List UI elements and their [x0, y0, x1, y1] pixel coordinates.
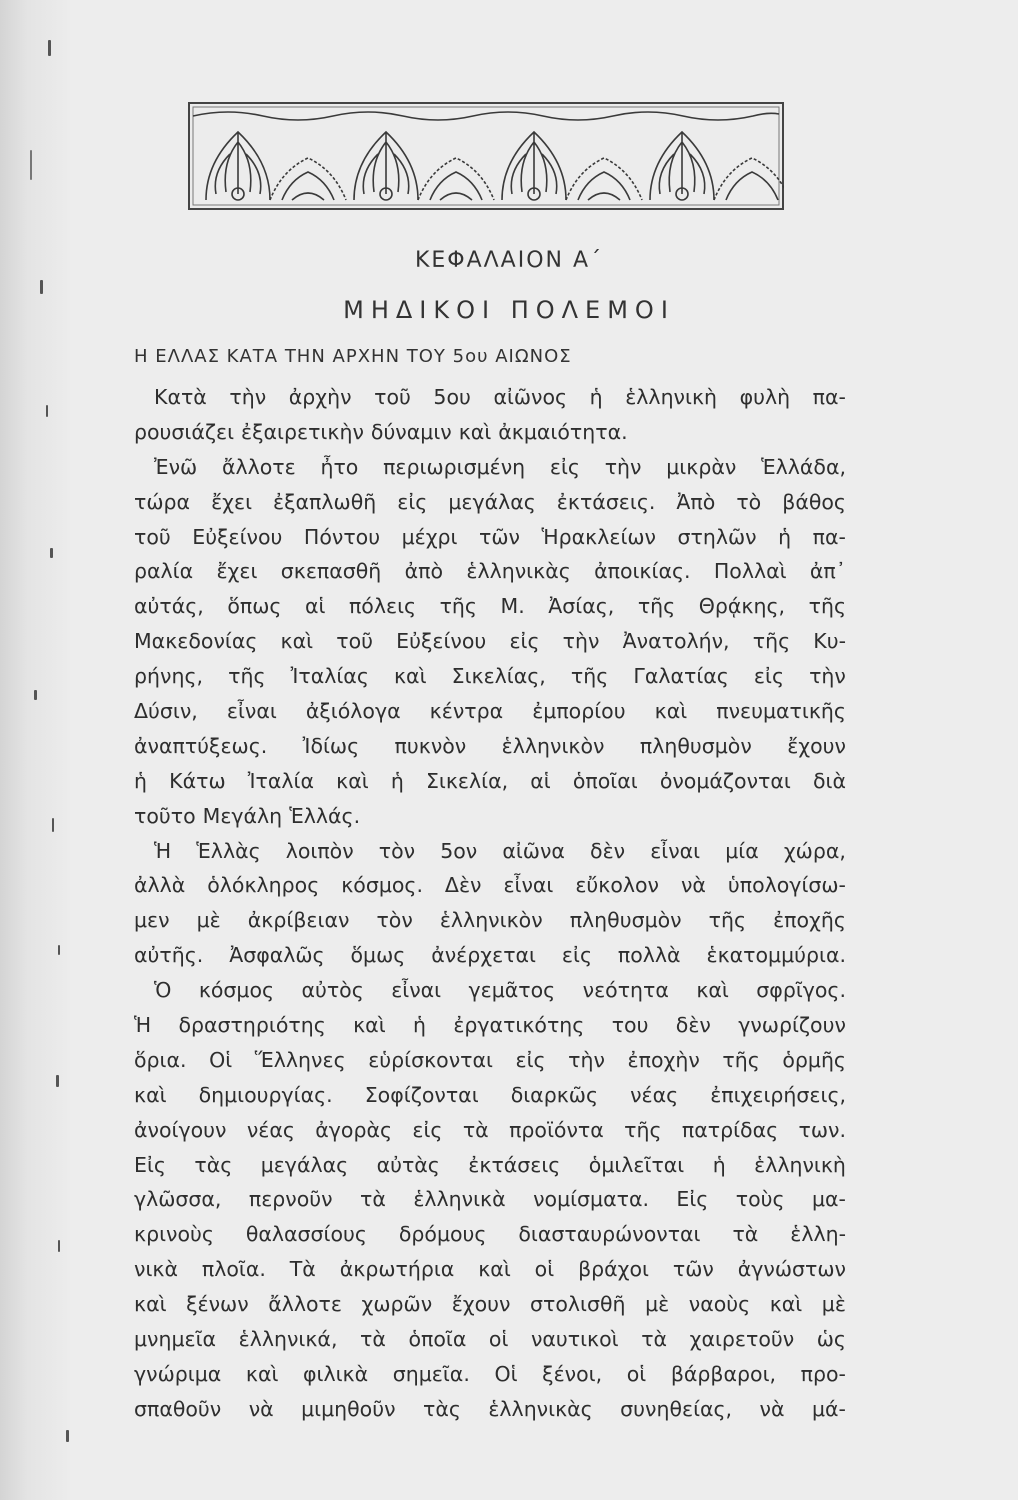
word: ἑλληνικὰς: [466, 559, 571, 584]
word: εἰς: [561, 943, 592, 968]
text-line: [134, 1043, 846, 1078]
body-text: [134, 380, 846, 1427]
margin-speck: [58, 945, 60, 955]
word: εἶναι: [391, 978, 442, 1003]
word: ξένων: [186, 1292, 249, 1317]
word: πνευματικῆς: [716, 699, 846, 724]
word: εὑρίσκονται: [368, 1047, 493, 1072]
word: Κάτω: [169, 768, 226, 793]
word: πλοῖα.: [201, 1257, 266, 1282]
word: τῆς: [624, 1117, 662, 1142]
word: ἑλληνικὰς: [488, 1396, 593, 1421]
word: Ἡ: [154, 838, 172, 863]
text-line: [134, 1113, 846, 1148]
word: εἰς: [397, 489, 428, 514]
word: Πόντου: [303, 524, 381, 549]
word: νέας: [246, 1117, 295, 1142]
word: πόλεις: [348, 594, 417, 619]
word: ἡ: [589, 385, 603, 409]
word: ἑκατομμύρια.: [706, 943, 846, 968]
word: τὸ: [736, 489, 762, 514]
text-line: [134, 973, 846, 1008]
word: τοῦ: [134, 524, 171, 549]
word: αἱ: [304, 594, 326, 619]
word: Μ.: [500, 594, 525, 619]
word: Θρᾴκης,: [698, 594, 786, 619]
word: ξένοι,: [542, 1361, 603, 1386]
word: δημιουργίας.: [198, 1082, 333, 1107]
text-line: [134, 1392, 846, 1427]
text-line: [134, 1252, 846, 1287]
word: ἡ: [134, 768, 147, 793]
text-line: [134, 938, 846, 973]
word: αἰῶνος: [493, 385, 568, 409]
word: χαιρετοῦν: [689, 1327, 795, 1352]
word: ἡ: [412, 1013, 426, 1038]
word: καὶ: [245, 1361, 279, 1386]
word: τῆς: [708, 908, 747, 933]
word: ὑπολογίσω-: [727, 873, 846, 898]
word: ἦτο: [320, 454, 359, 479]
word: ἀποικίας.: [594, 559, 691, 584]
word: ἐκτάσεις: [468, 1152, 561, 1177]
word: βράχοι: [578, 1257, 649, 1282]
word: Σικελίας,: [451, 664, 546, 689]
word: Σικελία,: [425, 768, 509, 793]
word: τὰ: [732, 1222, 759, 1247]
word: τὰ: [462, 1117, 489, 1142]
margin-speck: [46, 405, 48, 417]
word: καὶ: [654, 699, 688, 724]
word: ὁλόκληρος: [207, 873, 320, 898]
word: Πολλαὶ: [713, 559, 787, 584]
word: ραλία: [134, 559, 194, 584]
margin-speck: [48, 40, 51, 56]
word: μεγάλας: [260, 1152, 349, 1177]
word: περιωρισμένη: [383, 454, 526, 479]
word: σπαθοῦν: [134, 1396, 222, 1421]
word: ἀκρίβειαν: [247, 908, 350, 933]
word: τὰς: [423, 1396, 461, 1421]
word: εἰς: [549, 454, 580, 479]
word: ἀγορὰς: [315, 1117, 393, 1142]
margin-speck: [50, 548, 53, 558]
word: ναοὺς: [688, 1292, 751, 1317]
word: ἐξαιρετικὴν: [241, 419, 364, 444]
word: 5ου: [433, 385, 471, 409]
word: διαρκῶς: [510, 1082, 598, 1107]
word: οἱ: [534, 1257, 555, 1282]
word: γνώριμα: [134, 1361, 222, 1386]
word: τὰς: [194, 1152, 233, 1177]
word: καὶ: [769, 1292, 803, 1317]
word: νέας: [630, 1082, 679, 1107]
word: ἀρχὴν: [288, 385, 352, 409]
word: καὶ: [336, 768, 369, 793]
word: Ἡρακλείων: [541, 524, 657, 549]
word: τῶν: [479, 524, 520, 549]
word: του: [611, 1013, 649, 1038]
word: ὅμως: [350, 943, 406, 968]
word: καὶ: [458, 419, 492, 444]
word: βάρβαροι,: [670, 1361, 777, 1386]
word: νὰ: [680, 873, 706, 898]
word: Γαλατίας: [633, 664, 729, 689]
word: χωρῶν: [361, 1292, 433, 1317]
word: ἑλληνικὰ: [413, 1187, 506, 1212]
word: Ἰταλία: [247, 768, 314, 793]
word: ἔχουν: [451, 1292, 511, 1317]
text-line: [134, 589, 846, 624]
text-line: [134, 450, 846, 485]
word: εὔκολον: [575, 873, 660, 898]
word: πα-: [812, 385, 846, 409]
anthemion-ornament: [188, 102, 784, 210]
word: ἀκμαιότητα.: [498, 419, 628, 444]
word: τὸν: [378, 838, 416, 863]
word: ἑλληνικὴ: [625, 385, 718, 409]
word: δύναμιν: [370, 419, 452, 444]
text-line: [134, 868, 846, 903]
word: Ἰταλίας: [290, 664, 369, 689]
word: τοῦ: [336, 629, 373, 654]
word: τῆς: [439, 594, 477, 619]
word: τὰ: [360, 1327, 386, 1352]
word: ἔχουν: [787, 733, 846, 758]
word: Εὐξείνου: [396, 629, 487, 654]
text-line: [134, 554, 846, 589]
word: ὁποῖα: [408, 1327, 467, 1352]
word: νεότητα: [582, 978, 669, 1003]
word: ἔχει: [216, 559, 258, 584]
text-line: [134, 1182, 846, 1217]
word: Ἑλλάδα,: [761, 454, 846, 479]
word: Δὲν: [444, 873, 482, 898]
word: Οἱ: [494, 1361, 518, 1386]
word: περνοῦν: [248, 1187, 333, 1212]
word: ἐργατικότης: [453, 1013, 585, 1038]
word: συνηθείας,: [620, 1396, 733, 1421]
word: ἀνοίγουν: [134, 1117, 227, 1142]
word: ἐποχὴν: [627, 1047, 700, 1072]
word: τὴν: [229, 385, 267, 409]
word: σκεπασθῆ: [280, 559, 382, 584]
word: Κυ-: [813, 629, 846, 654]
word: τῆς: [752, 629, 791, 654]
word: δὲν: [590, 838, 626, 863]
word: καὶ: [134, 1292, 167, 1317]
word: πληθυσμὸν: [639, 733, 752, 758]
word: εἰς: [753, 664, 784, 689]
word: ρουσιάζει: [134, 419, 235, 444]
word: Τὰ: [289, 1257, 316, 1282]
word: προϊόντα: [509, 1117, 604, 1142]
word: ἡ: [390, 768, 404, 793]
word: Ἀσίας,: [548, 594, 615, 619]
word: νὰ: [248, 1396, 274, 1421]
word: ὅπως: [227, 594, 282, 619]
text-line: [134, 380, 846, 415]
text-line: [134, 1217, 846, 1252]
word: καὶ: [696, 978, 729, 1003]
word: τὴν: [809, 664, 846, 689]
word: πατρίδας: [681, 1117, 779, 1142]
margin-speck: [30, 150, 32, 180]
word: Εἰς: [134, 1152, 166, 1177]
word: ἀναπτύξεως.: [134, 733, 268, 758]
word: στολισθῆ: [530, 1292, 626, 1317]
word: τὰ: [360, 1187, 386, 1212]
word: Οἱ: [209, 1047, 233, 1072]
text-line: [134, 1148, 846, 1183]
word: Ἡ: [134, 1013, 152, 1038]
word: Μεγάλη: [202, 803, 283, 828]
section-heading: Η ΕΛΛΑΣ ΚΑΤΑ ΤΗΝ ΑΡΧΗΝ ΤΟΥ 5ου ΑΙΩΝΟΣ: [134, 346, 572, 367]
word: στηλῶν: [677, 524, 757, 549]
word: ἄλλοτε: [268, 1292, 342, 1317]
word: γνωρίζουν: [738, 1013, 846, 1038]
word: καὶ: [393, 664, 427, 689]
text-line: [134, 624, 846, 659]
word: τῆς: [228, 664, 266, 689]
word: Ἕλληνες: [254, 1047, 346, 1072]
word: διὰ: [812, 768, 846, 793]
binding-gutter: [0, 0, 70, 1500]
word: ὁμιλεῖται: [588, 1152, 685, 1177]
margin-speck: [40, 280, 43, 294]
word: φυλὴ: [739, 385, 791, 409]
word: μά-: [811, 1396, 846, 1421]
word: αὐτάς,: [134, 594, 204, 619]
word: ἡ: [712, 1152, 726, 1177]
word: θαλασσίους: [245, 1222, 367, 1247]
word: μικρὰν: [666, 454, 737, 479]
word: ἀπ᾽: [809, 559, 846, 584]
word: αὐτὸς: [301, 978, 364, 1003]
word: των.: [798, 1117, 846, 1142]
word: καὶ: [280, 629, 314, 654]
margin-speck: [34, 690, 37, 700]
word: εἶναι: [650, 838, 701, 863]
word: μὲ: [821, 1292, 846, 1317]
word: πυκνὸν: [394, 733, 467, 758]
word: φιλικὰ: [303, 1361, 369, 1386]
word: τοῦ: [374, 385, 411, 409]
word: ἀγνώστων: [737, 1257, 846, 1282]
text-line: [134, 834, 846, 869]
margin-speck: [66, 1430, 69, 1442]
word: Ἀπὸ: [676, 489, 716, 514]
word: κρινοὺς: [134, 1222, 214, 1247]
word: εἶναι: [226, 699, 277, 724]
word: μὲ: [645, 1292, 670, 1317]
word: ἄλλοτε: [221, 454, 296, 479]
word: Ἀσφαλῶς: [229, 943, 325, 968]
word: διασταυρώνονται: [518, 1222, 701, 1247]
word: ὀνομάζονται: [659, 768, 791, 793]
word: ἐκτάσεις.: [556, 489, 656, 514]
text-line: [134, 1322, 846, 1357]
word: καὶ: [134, 1082, 167, 1107]
word: Σοφίζονται: [364, 1082, 479, 1107]
word: ἡ: [778, 524, 792, 549]
word: μὲ: [196, 908, 221, 933]
word: γεμᾶτος: [468, 978, 556, 1003]
word: Ἑλλάς.: [289, 803, 361, 828]
word: εἶναι: [503, 873, 554, 898]
word: αὐτῆς.: [134, 943, 204, 968]
text-line: [134, 1078, 846, 1113]
chapter-title: ΜΗΔΙΚΟΙ ΠΟΛΕΜΟΙ: [343, 296, 675, 324]
word: Εἰς: [676, 1187, 709, 1212]
word: τὰ: [641, 1327, 668, 1352]
word: ἑλληνικὸν: [501, 733, 605, 758]
word: σφρῖγος.: [756, 978, 846, 1003]
word: μα-: [811, 1187, 846, 1212]
text-line: [134, 1287, 846, 1322]
word: ἀξιόλογα: [305, 699, 401, 724]
word: ὁποῖαι: [572, 768, 638, 793]
word: καὶ: [353, 1013, 386, 1038]
word: ναυτικοὶ: [530, 1327, 619, 1352]
text-line: [134, 729, 846, 764]
word: ἑλληνικὴ: [754, 1152, 846, 1177]
word: τώρα: [134, 489, 191, 514]
word: ἐποχῆς: [773, 908, 846, 933]
word: ἀνέρχεται: [431, 943, 536, 968]
margin-speck: [52, 818, 54, 832]
word: ἀπὸ: [404, 559, 444, 584]
word: ἐξαπλωθῆ: [273, 489, 377, 514]
word: τὴν: [562, 629, 600, 654]
word: δραστηριότης: [178, 1013, 326, 1038]
word: κόσμος.: [341, 873, 423, 898]
word: νομίσματα.: [533, 1187, 649, 1212]
word: Ἀνατολήν,: [622, 629, 730, 654]
word: πολλὰ: [617, 943, 681, 968]
word: χώρα,: [783, 838, 846, 863]
word: ἔχει: [211, 489, 253, 514]
word: ἐπιχειρήσεις,: [710, 1082, 846, 1107]
margin-speck: [56, 1075, 59, 1087]
word: εἰς: [412, 1117, 443, 1142]
word: ὡς: [816, 1327, 846, 1352]
word: εἰς: [515, 1047, 546, 1072]
word: πληθυσμὸν: [569, 908, 682, 933]
word: Εὐξείνου: [192, 524, 283, 549]
word: τῶν: [672, 1257, 714, 1282]
text-line: [134, 485, 846, 520]
word: οἱ: [488, 1327, 509, 1352]
word: προ-: [800, 1361, 846, 1386]
word: τῆς: [722, 1047, 760, 1072]
text-line: [134, 1357, 846, 1392]
word: τῆς: [808, 594, 846, 619]
text-line: [134, 415, 846, 450]
word: ὅρια.: [134, 1047, 187, 1072]
word: μία: [725, 838, 759, 863]
word: ἑλληνικά,: [238, 1327, 338, 1352]
word: τοῦτο: [134, 803, 196, 828]
text-line: [134, 694, 846, 729]
text-line: [134, 799, 846, 834]
word: οἱ: [626, 1361, 647, 1386]
word: δρόμους: [398, 1222, 487, 1247]
word: μεν: [134, 908, 170, 933]
margin-speck: [58, 1240, 60, 1252]
word: λοιπὸν: [285, 838, 354, 863]
word: τὸν: [376, 908, 413, 933]
word: τοὺς: [735, 1187, 785, 1212]
word: ἑλλη-: [790, 1222, 846, 1247]
word: αὐτὰς: [376, 1152, 440, 1177]
word: εἰς: [509, 629, 540, 654]
word: Δύσιν,: [134, 699, 198, 724]
word: καὶ: [478, 1257, 511, 1282]
word: Ἑλλὰς: [196, 838, 261, 863]
word: Μακεδονίας: [134, 629, 258, 654]
word: ἑλληνικὸν: [439, 908, 543, 933]
word: αἰῶνα: [502, 838, 565, 863]
word: τὴν: [568, 1047, 605, 1072]
word: αἱ: [530, 768, 551, 793]
text-line: [134, 1008, 846, 1043]
word: δὲν: [675, 1013, 711, 1038]
word: Κατὰ: [154, 385, 207, 409]
word: ἀλλὰ: [134, 873, 186, 898]
text-line: [134, 903, 846, 938]
word: νικὰ: [134, 1257, 178, 1282]
text-line: [134, 520, 846, 555]
word: ἀκρωτήρια: [339, 1257, 455, 1282]
word: κόσμος: [198, 978, 275, 1003]
word: τῆς: [637, 594, 676, 619]
word: ρήνης,: [134, 664, 203, 689]
word: νὰ: [759, 1396, 785, 1421]
word: μέχρι: [401, 524, 458, 549]
word: τὴν: [604, 454, 642, 479]
word: τῆς: [570, 664, 609, 689]
word: βάθος: [782, 489, 846, 514]
word: ἐμπορίου: [532, 699, 626, 724]
text-line: [134, 764, 846, 799]
word: ὁρμῆς: [782, 1047, 846, 1072]
word: Ὁ: [154, 978, 172, 1003]
word: κέντρα: [429, 699, 504, 724]
word: 5ον: [440, 838, 478, 863]
text-line: [134, 659, 846, 694]
word: μιμηθοῦν: [301, 1396, 396, 1421]
word: σημεῖα.: [392, 1361, 470, 1386]
word: πα-: [812, 524, 846, 549]
word: μεγάλας: [448, 489, 536, 514]
word: γλῶσσα,: [134, 1187, 222, 1212]
word: Ἰδίως: [302, 733, 360, 758]
chapter-label: ΚΕΦΑΛΑΙΟΝ Α΄: [414, 248, 604, 273]
word: μνημεῖα: [134, 1327, 217, 1352]
word: Ἐνῶ: [154, 454, 198, 479]
